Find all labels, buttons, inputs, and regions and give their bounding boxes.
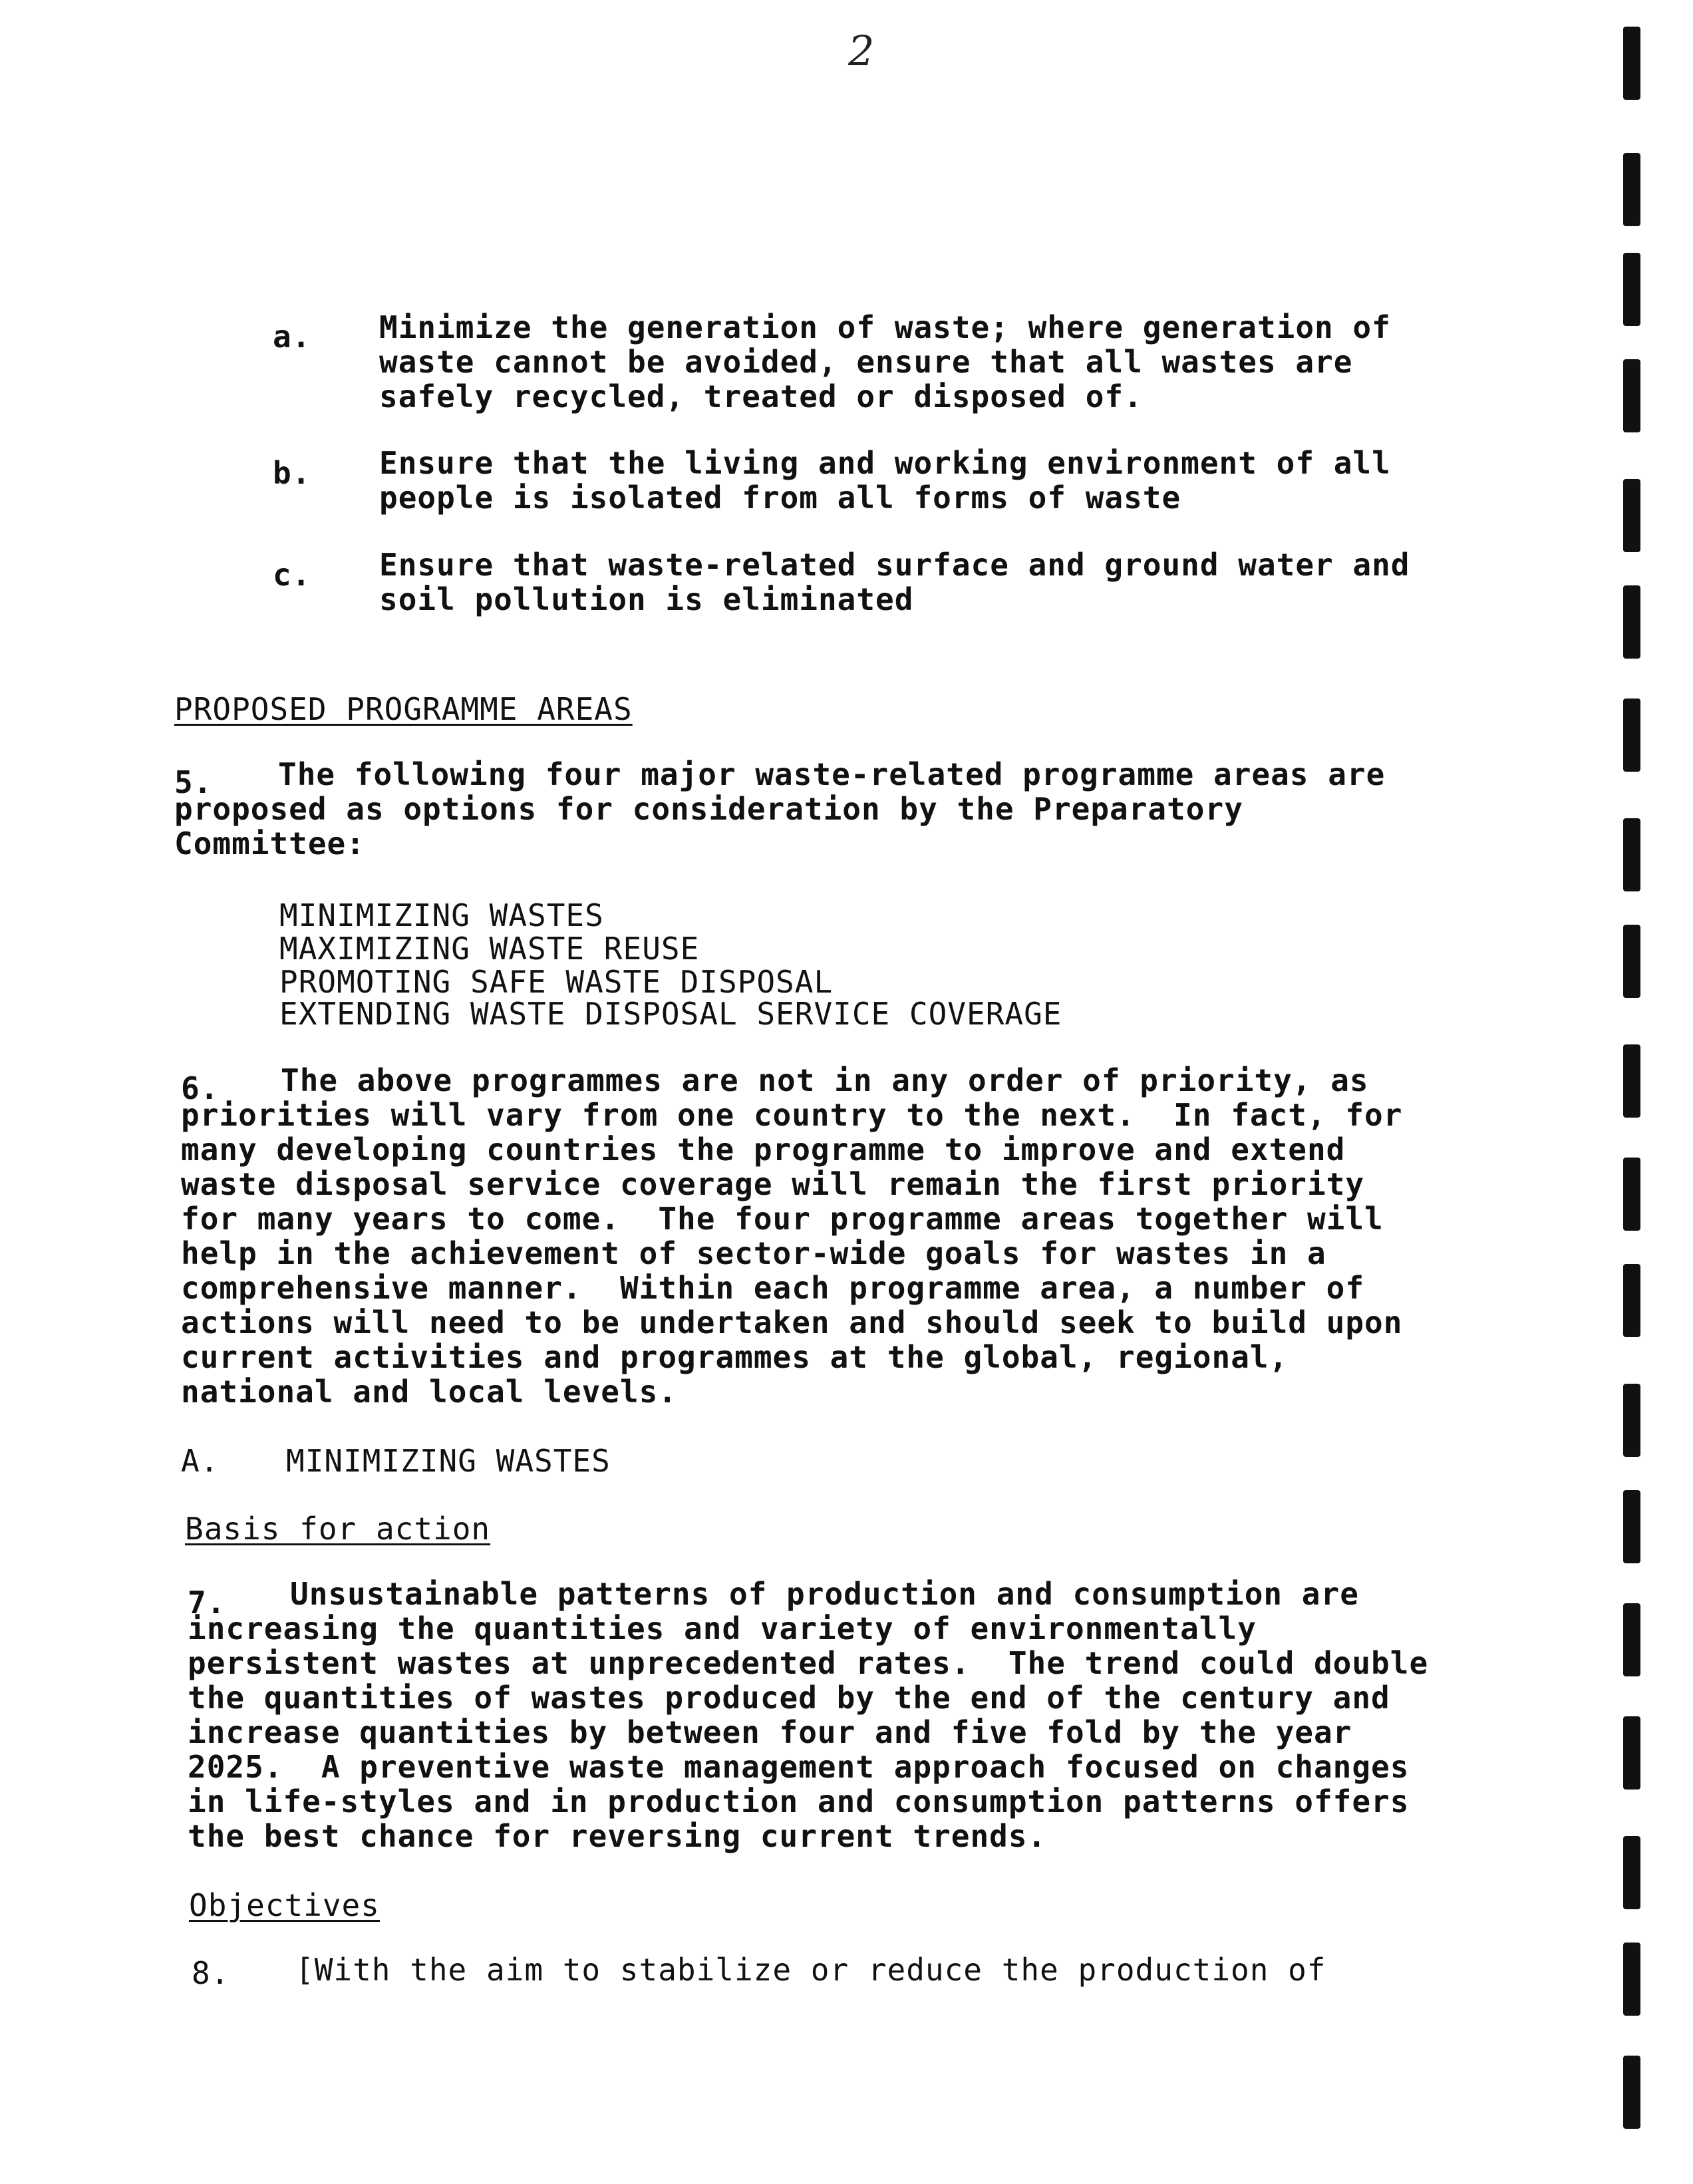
- paragraph-line: many developing countries the programme to improve and extend: [181, 1132, 1346, 1168]
- paragraph-line: Unsustainable patterns of production and consumption are: [290, 1576, 1359, 1612]
- page-number: 2: [848, 27, 875, 75]
- paragraph-line: The following four major waste-related programme areas are: [278, 756, 1386, 792]
- paragraph-line: [With the aim to stabilize or reduce the production of: [295, 1952, 1326, 1988]
- paragraph-line: comprehensive manner. Within each programme area, a number of: [181, 1270, 1365, 1306]
- list-item-b-line-2: people is isolated from all forms of waste: [379, 480, 1181, 516]
- section-title: MINIMIZING WASTES: [286, 1443, 611, 1479]
- paragraph-number: 7.: [188, 1585, 226, 1621]
- list-item-a-line-3: safely recycled, treated or disposed of.: [379, 379, 1143, 414]
- programme-area-item: EXTENDING WASTE DISPOSAL SERVICE COVERAGE: [279, 996, 1062, 1032]
- paragraph-line: increase quantities by between four and five fold by the year: [188, 1714, 1352, 1750]
- paragraph-line: for many years to come. The four programme areas together will: [181, 1201, 1384, 1237]
- paragraph-line: current activities and programmes at the global, regional,: [181, 1339, 1289, 1375]
- paragraph-number: 8.: [192, 1955, 230, 1991]
- list-marker-b: b.: [273, 455, 311, 491]
- paragraph-line: proposed as options for consideration by the Preparatory: [174, 791, 1243, 827]
- programme-area-item: MAXIMIZING WASTE REUSE: [279, 931, 700, 967]
- paragraph-line: The above programmes are not in any order of priority, as: [281, 1062, 1369, 1098]
- paragraph-line: help in the achievement of sector-wide goals for wastes in a: [181, 1235, 1326, 1271]
- paragraph-line: in life-styles and in production and consumption patterns offers: [188, 1784, 1410, 1819]
- list-item-a-line-2: waste cannot be avoided, ensure that all wastes are: [379, 344, 1353, 380]
- paragraph-line: actions will need to be undertaken and should seek to build upon: [181, 1305, 1403, 1340]
- paragraph-line: national and local levels.: [181, 1374, 678, 1410]
- objectives-heading: Objectives: [189, 1887, 380, 1923]
- list-item-a-line-1: Minimize the generation of waste; where generation of: [379, 309, 1391, 345]
- section-marker: A.: [181, 1443, 220, 1479]
- list-marker-a: a.: [273, 319, 311, 355]
- list-item-b-line-1: Ensure that the living and working environment of all: [379, 445, 1391, 481]
- paragraph-line: waste disposal service coverage will remain the first priority: [181, 1166, 1365, 1202]
- section-heading: PROPOSED PROGRAMME AREAS: [174, 691, 633, 727]
- paragraph-line: 2025. A preventive waste management approach focused on changes: [188, 1749, 1410, 1785]
- paragraph-number: 5.: [174, 764, 213, 800]
- programme-area-item: PROMOTING SAFE WASTE DISPOSAL: [279, 964, 834, 1000]
- list-marker-c: c.: [273, 557, 311, 593]
- binding-holes: [1623, 27, 1642, 2142]
- paragraph-line: the best chance for reversing current trends.: [188, 1818, 1047, 1854]
- basis-heading: Basis for action: [185, 1511, 491, 1547]
- paragraph-number: 6.: [181, 1070, 220, 1106]
- paragraph-line: the quantities of wastes produced by the end of the century and: [188, 1680, 1390, 1716]
- paragraph-line: increasing the quantities and variety of environmentally: [188, 1611, 1257, 1646]
- programme-area-item: MINIMIZING WASTES: [279, 897, 604, 933]
- list-item-c-line-2: soil pollution is eliminated: [379, 581, 914, 617]
- paragraph-line: persistent wastes at unprecedented rates. The trend could double: [188, 1645, 1429, 1681]
- paragraph-line: Committee:: [174, 826, 365, 861]
- list-item-c-line-1: Ensure that waste-related surface and ground water and: [379, 547, 1410, 583]
- paragraph-line: priorities will vary from one country to the next. In fact, for: [181, 1097, 1403, 1133]
